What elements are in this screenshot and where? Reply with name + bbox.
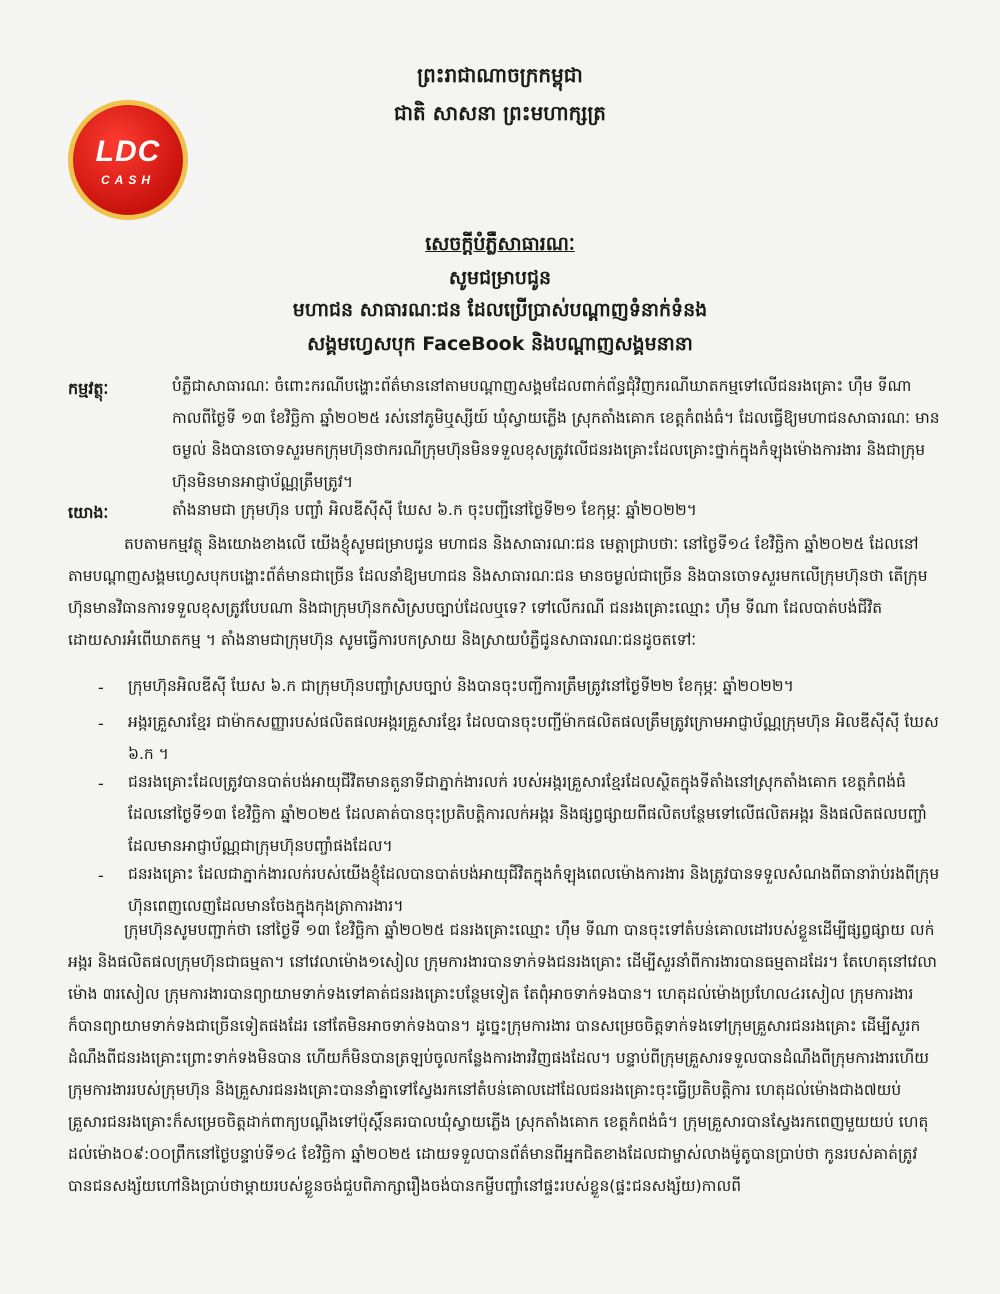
logo-sub: CASH [100, 173, 155, 187]
bullet-item: ជនរងគ្រោះដែលត្រូវបានបាត់បង់អាយុជីវិតមានតួនាទីជាភ្នាក់ងារលក់ របស់អង្ករគ្រួសារខ្មែរដែលស្ថិតក្នុងទីតាំងនៅស្រុកតាំងគោក ខេត្តកំពង់ធំ ដែលនៅថ្ងៃទី១៣ ខែវិច្ឆិកា ឆ្នាំ២០២៥ ដែលគាត់បានចុះប្រតិបត្តិការលក់អង្ករ និងផ្សព្វផ្សាយពីផលិតបន្ថែមទៅលើផលិតអង្ករ និងផលិតផលបញ្ចាំ ដែលមានអាជ្ញាប័ណ្ណជាក្រុមហ៊ុនបញ្ចាំផងដែល។ [128, 773, 927, 855]
subject-label: កម្មវត្ថុៈ [68, 379, 109, 398]
announcement-title: សេចក្តីបំភ្លឺសាធារណៈ [425, 233, 575, 255]
bullet-dash: - [98, 774, 104, 793]
bullet-dash: - [98, 714, 104, 733]
reference-label: យោងៈ [68, 503, 109, 522]
reference-text: តាំងនាមជា ក្រុមហ៊ុន បញ្ចាំ អិលឌីស៊ីស៊ី ឃែស ៦.ក ចុះបញ្ជីនៅថ្ងៃទី២១ ខែកុម្ភៈ ឆ្នាំ២០២២។ [172, 501, 697, 519]
logo-brand: LDC [95, 135, 161, 168]
announcement-subtitle: សូមជម្រាបជូន [448, 267, 552, 289]
bullet-dash: - [98, 866, 104, 885]
audience-line-2: សង្គមហ្វេសបុក FaceBook និងបណ្តាញសង្គមនានា [307, 333, 693, 355]
bullet-item: ជនរងគ្រោះ ដែលជាភ្នាក់ងារលក់របស់យើងខ្ញុំដែលបានបាត់បង់អាយុជីវិតក្នុងកំឡុងពេលម៉ោងការងារ និងត្រូវបានទទួលសំណងពីធានារ៉ាប់រងពីក្រុមហ៊ុនពេញលេញដែលមានចែងក្នុងកុងត្រាការងារ។ [128, 865, 940, 915]
bullet-item: ក្រុមហ៊ុនអិលឌីស៊ី ឃែស ៦.ក ជាក្រុមហ៊ុនបញ្ចាំស្របច្បាប់ និងបានចុះបញ្ជីការត្រឹមត្រូវនៅថ្ងៃទី២២ ខែកុម្ភៈ ឆ្នាំ២០២២។ [128, 677, 794, 695]
company-logo [68, 100, 188, 220]
closing-paragraph: ក្រុមហ៊ុនសូមបញ្ជាក់ថា នៅថ្ងៃទី ១៣ ខែវិច្ឆិកា ឆ្នាំ២០២៥ ជនរងគ្រោះឈ្មោះ ហ៊ឹម ទីណា បានចុះទៅតំបន់គោលដៅរបស់ខ្លួនដើម្បីផ្សព្វផ្សាយ លក់អង្ករ និងផលិតផលក្រុមហ៊ុនជាធម្មតា។ នៅវេលាម៉ោង១សៀល ក្រុមការងារបានទាក់ទងជនរងគ្រោះ ដើម្បីសួរនាំពីការងារបានធម្មតាដដែរ។ តែហេតុនៅវេលាម៉ោង ៣រសៀល ក្រុមការងារបានព្យាយាមទាក់ទងទៅគាត់ជនរងគ្រោះបន្ថែមទៀត តែពុំអាចទាក់ទងបាន។ ហេតុដល់ម៉ោងប្រហែល៤រសៀល ក្រុមការងារក៏បានព្យាយាមទាក់ទងជាច្រើនទៀតផងដែរ នៅតែមិនអាចទាក់ទងបាន។ ដូច្នេះក្រុមការងារ បានសម្រេចចិត្តទាក់ទងទៅក្រុមគ្រួសារជនរងគ្រោះ ដើម្បីសួរកដំណឹងពីជនរងគ្រោះព្រោះទាក់ទងមិនបាន ហើយក៏មិនបានត្រឡប់ចូលកន្លែងការងារវិញផងដែល។ បន្ទាប់ពីក្រុមគ្រួសារទទួលបានដំណឹងពីក្រុមការងារហើយ ក្រុមការងាររបស់ក្រុមហ៊ុន និងគ្រួសារជនរងគ្រោះបាននាំគ្នាទៅស្វែងរកនៅតំបន់គោលដៅដែលជនរងគ្រោះចុះធ្វើប្រតិបត្តិការ ហេតុដល់ម៉ោងជាង៧យប់ គ្រួសារជនរងគ្រោះក៏សម្រេចចិត្តដាក់ពាក្យបណ្តឹងទៅប៉ុស្តិ៍នគរបាលឃុំស្វាយភ្លើង ស្រុកតាំងគោក ខេត្តកំពង់ធំ។ ក្រុមគ្រួសារបានស្វែងរកពេញមួយយប់ ហេតុដល់ម៉ោង០៩:០០ព្រឹកនៅថ្ងៃបន្ទាប់ទី១៤ ខែវិច្ឆិកា ឆ្នាំ២០២៥ ដោយទទួលបានព័ត៌មានពីអ្នកជិតខាងដែលជាម្ចាស់លាងម៉ូតូបានប្រាប់ថា កូនរបស់គាត់ត្រូវបានជនសង្ស័យហៅនិងប្រាប់ថាម្តាយរបស់ខ្លួនចង់ជួបពិភាក្សារឿងចង់បានកម្ចីបញ្ចាំនៅផ្ទះរបស់ខ្លួន(ផ្ទះជនសង្ស័យ)កាលពី [68, 921, 937, 1195]
subject-text: បំភ្លឺជាសាធារណៈ ចំពោះករណីបង្ហោះព័ត៌មាននៅតាមបណ្តាញសង្គមដែលពាក់ព័ន្ធជុំវិញករណីឃាតកម្មទៅលើជនរងគ្រោះ ហ៊ឹម ទីណា កាលពីថ្ងៃទី ១៣ ខែវិច្ឆិកា ឆ្នាំ២០២៥ រស់នៅភូមិឬស្សីយ៍ ឃុំស្វាយភ្លើង ស្រុកតាំងគោក ខេត្តកំពង់ធំ។ ដែលធ្វើឱ្យមហាជនសាធារណៈ មានចម្ងល់ និងបានចោទសួរមកក្រុមហ៊ុនថាករណីក្រុមហ៊ុនមិនទទួលខុសត្រូវលើជនរងគ្រោះដែលគ្រោះថ្នាក់ក្នុងកំឡុងម៉ោងការងារ និងជាក្រុមហ៊ុនមិនមានអាជ្ញាប័ណ្ណត្រឹមត្រូវ។ [172, 377, 940, 491]
bullet-item: អង្ករគ្រួសារខ្មែរ ជាម៉ាកសញ្ញារបស់ផលិតផលអង្ករគ្រួសារខ្មែរ ដែលបានចុះបញ្ជីម៉ាកផលិតផលត្រឹមត្រូវក្រោមអាជ្ញាប័ណ្ណក្រុមហ៊ុន អិលឌីស៊ីស៊ី ឃែស ៦.ក ។ [128, 713, 939, 763]
national-motto: ជាតិ សាសនា ព្រះមហាក្សត្រ [394, 101, 606, 125]
bullet-dash: - [98, 678, 104, 697]
kingdom-title: ព្រះរាជាណាចក្រកម្ពុជា [417, 63, 583, 87]
audience-line-1: មហាជន សាធារណៈជន ដែលប្រើប្រាស់បណ្តាញទំនាក់ទំនង [292, 299, 708, 321]
intro-paragraph: តបតាមកម្មវត្ថុ និងយោងខាងលើ យើងខ្ញុំសូមជម្រាបជូន មហាជន និងសាធារណៈជន មេត្តាជ្រាបថាៈ នៅថ្ងៃទី១៤ ខែវិច្ឆិកា ឆ្នាំ២០២៥ ដែលនៅតាមបណ្តាញសង្គមហ្វេសបុកបង្ហោះព័ត៌មានជាច្រើន ដែលនាំឱ្យមហាជន និងសាធារណៈជន មានចម្ងល់ជាច្រើន និងបានចោទសួរមកលើក្រុមហ៊ុនថា តើក្រុមហ៊ុនមានវិធានការទទួលខុសត្រូវបែបណា និងជាក្រុមហ៊ុនកសិស្របច្បាប់ដែលឬទេ? ទៅលើករណី ជនរងគ្រោះឈ្មោះ ហ៊ឹម ទីណា ដែលបាត់បង់ជីវិតដោយសារអំពើឃាតកម្ម ។ តាំងនាមជាក្រុមហ៊ុន សូមធ្វើការបកស្រាយ និងស្រាយបំភ្លឺជូនសាធារណៈជនដូចតទៅៈ [68, 535, 928, 649]
